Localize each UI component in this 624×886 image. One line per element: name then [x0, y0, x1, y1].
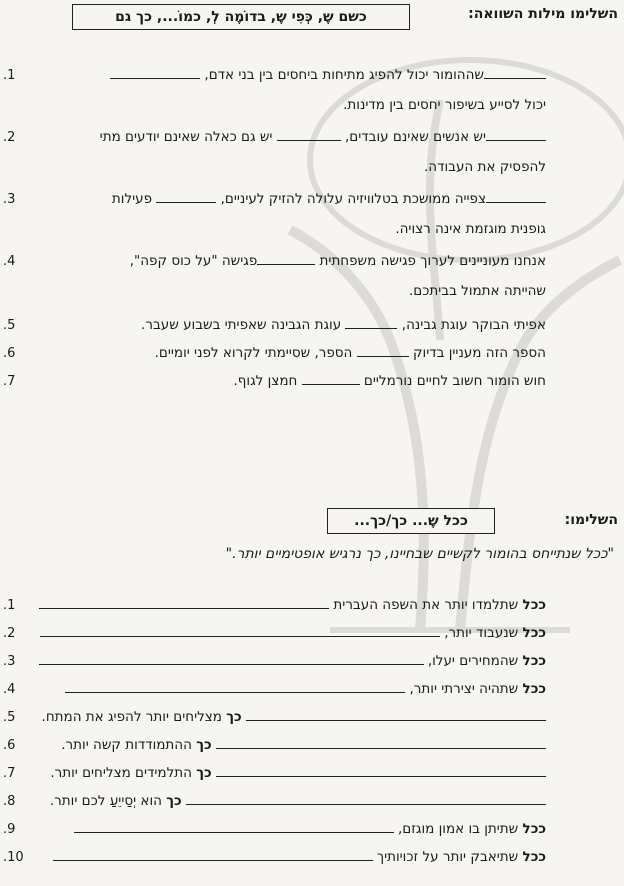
exercise-line: אפיתי הבוקר עוגת גבינה, עוגת הגבינה שאפיתי בשבוע שעבר. [141, 317, 546, 333]
exercise-line: ככל שהמחירים יעלו, [14, 650, 546, 672]
exercise-line: הספר הזה מעניין בדיוק הספר, שסיימתי לקרוא לפני יומיים. [154, 345, 546, 361]
exercise-line: גופנית מוגזמת אינה רצויה. [395, 221, 546, 237]
exercise-line: כך הוא יְסַייֵעַ לכם יותר. [14, 790, 546, 812]
example-sentence: "ככל שנתייחס בהומור לקשיים שבחיינו, כך נרגיש אופטימיים יותר." [225, 546, 614, 562]
exercise-line: ככל שתלמדו יותר את השפה העברית [14, 594, 546, 616]
exercise-line: ככל שתיתן בו אמון מוגזם, [14, 818, 546, 840]
exercise-line: כך התלמידים מצליחים יותר. [14, 762, 546, 784]
answer-blank[interactable] [65, 680, 405, 693]
exercise-line: חוש הומור חשוב לחיים נורמליים חמצן לגוף. [233, 373, 546, 389]
answer-blank[interactable] [302, 372, 360, 385]
answer-blank[interactable] [216, 764, 546, 777]
item-number: 1. [3, 68, 16, 83]
item-number: 5. [3, 318, 16, 333]
answer-blank[interactable] [186, 792, 546, 805]
exercise-line: ככל שתיאבק יותר על זכויותיך [14, 846, 546, 868]
exercise-line: ככל שתהיה יצירתי יותר, [14, 678, 546, 700]
exercise-line: יש אנשים שאינם עובדים, יש גם כאלה שאינם יודעים מתי [14, 126, 546, 148]
answer-blank[interactable] [357, 344, 409, 357]
item-number: 10. [3, 850, 24, 865]
exercise-line: שההומור יכול להפיג מתיחות ביחסים בין בני אדם, [14, 64, 546, 86]
answer-blank[interactable] [484, 66, 546, 79]
item-number: 1. [3, 598, 16, 613]
answer-blank[interactable] [257, 252, 315, 265]
word-bank-box: כשם שֶ, כְּפִי שֶ, בדוֹמֶה לְ, כמוֹ..., כך גם [72, 4, 410, 30]
answer-blank[interactable] [277, 128, 341, 141]
item-number: 9. [3, 822, 16, 837]
exercise-line: יכול לסייע בשיפור יחסים בין מדינות. [343, 97, 546, 113]
answer-blank[interactable] [39, 596, 329, 609]
exercise-line: ככל שנעבוד יותר, [14, 622, 546, 644]
answer-blank[interactable] [39, 652, 424, 665]
item-number: 2. [3, 626, 16, 641]
item-number: 6. [3, 346, 16, 361]
answer-blank[interactable] [110, 66, 200, 79]
answer-blank[interactable] [486, 128, 546, 141]
answer-blank[interactable] [345, 316, 397, 329]
answer-blank[interactable] [216, 736, 546, 749]
item-number: 7. [3, 766, 16, 781]
answer-blank[interactable] [156, 190, 216, 203]
item-number: 5. [3, 710, 16, 725]
item-number: 2. [3, 130, 16, 145]
item-number: 4. [3, 254, 16, 269]
exercise-line: כך מצליחים יותר להפיג את המתח. [14, 706, 546, 728]
exercise-line: שהייתה אתמול בביתכם. [408, 283, 546, 299]
item-number: 6. [3, 738, 16, 753]
answer-blank[interactable] [486, 190, 546, 203]
exercise-line: צפייה ממושכת בטלוויזיה עלולה להזיק לעיניים, פעילות [14, 188, 546, 210]
item-number: 7. [3, 374, 16, 389]
answer-blank[interactable] [246, 708, 546, 721]
answer-blank[interactable] [53, 848, 373, 861]
exercise-line: להפסיק את העבודה. [424, 159, 546, 175]
exercise-line: כך ההתמודדות קשה יותר. [14, 734, 546, 756]
item-number: 3. [3, 654, 16, 669]
item-number: 4. [3, 682, 16, 697]
answer-blank[interactable] [74, 820, 394, 833]
pattern-box: ככל שֶ... כך/כך... [327, 508, 495, 534]
exercise-line: אנחנו מעוניינים לערוך פגישה משפחתית פגישה "על כוס קפה", [129, 253, 546, 269]
item-number: 8. [3, 794, 16, 809]
section2-instruction: השלימו: [564, 512, 618, 528]
item-number: 3. [3, 192, 16, 207]
section1-instruction: השלימו מילות השוואה: [468, 6, 618, 22]
answer-blank[interactable] [40, 624, 440, 637]
